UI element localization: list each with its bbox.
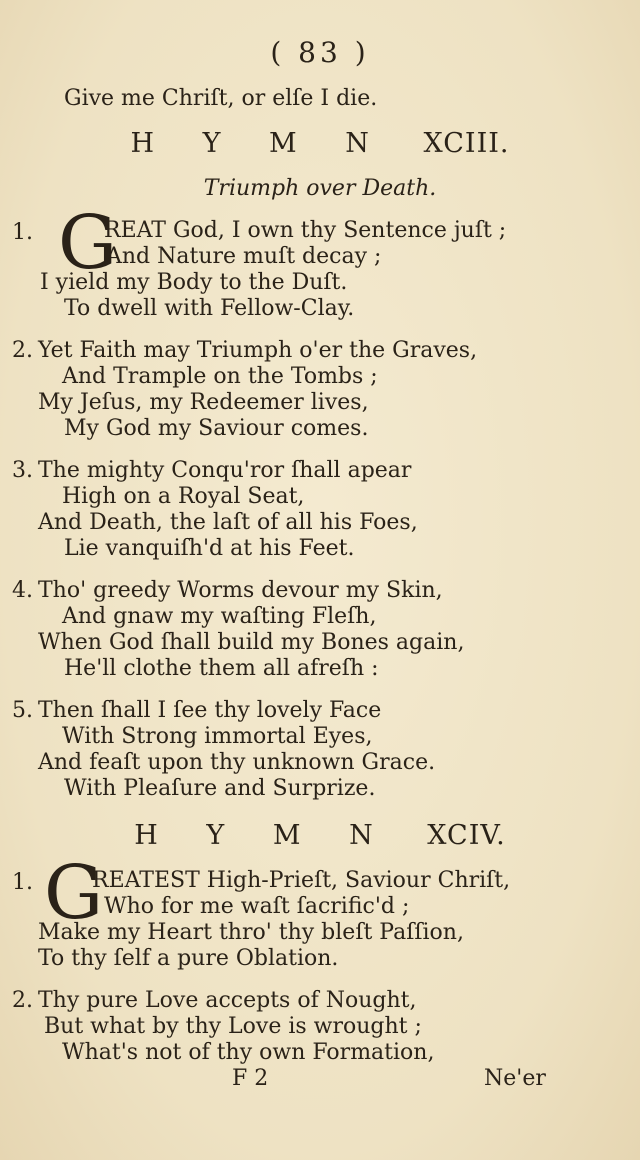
verse-line: But what by thy Love is wrought ; [44, 1014, 422, 1039]
stanza-number: 1. [12, 870, 33, 895]
verse-line: And Nature muſt decay ; [106, 244, 382, 269]
title-letter: Y [202, 128, 222, 159]
verse-line: REAT God, I own thy Sentence juſt ; [104, 218, 507, 243]
stanza-line [12, 990, 416, 1012]
hymn-94-title [0, 820, 640, 851]
stanza-line [12, 460, 411, 482]
verse-line: Tho' greedy Worms devour my Skin, [38, 578, 443, 603]
verse-line: High on a Royal Seat, [62, 484, 305, 509]
verse-line: REATEST High-Prieſt, Saviour Chriſt, [92, 868, 511, 893]
title-letter: N [349, 820, 374, 851]
title-letter: M [272, 820, 302, 851]
verse-line: My Jeſus, my Redeemer lives, [38, 390, 369, 415]
stanza-number: 4. [12, 578, 33, 603]
title-letter: H [134, 820, 159, 851]
catchword: Ne'er [484, 1066, 546, 1091]
title-numeral: XCIV. [427, 820, 506, 851]
verse-line: And gnaw my waſting Fleſh, [62, 604, 377, 629]
stanza-number: 3. [12, 458, 33, 483]
hymn-93-title [0, 128, 640, 159]
verse-line: To dwell with Fellow-Clay. [64, 296, 355, 321]
drop-cap: G [58, 200, 118, 286]
verse-line: Then ſhall I ſee thy lovely Face [38, 698, 382, 723]
verse-line: My God my Saviour comes. [64, 416, 369, 441]
verse-line: Thy pure Love accepts of Nought, [38, 988, 417, 1013]
verse-line: To thy ſelf a pure Oblation. [38, 946, 339, 971]
verse-line: What's not of thy own Formation, [62, 1040, 435, 1065]
title-letter: H [130, 128, 156, 159]
verse-line: Make my Heart thro' thy bleſt Paſſion, [38, 920, 464, 945]
page-number: ( 83 ) [270, 36, 370, 69]
title-letter: N [345, 128, 370, 159]
stanza-number: 5. [12, 698, 33, 723]
verse-line: And feaſt upon thy unknown Grace. [38, 750, 436, 775]
verse-line: And Death, the laſt of all his Foes, [38, 510, 418, 535]
intro-line: Give me Chriſt, or elſe I die. [64, 86, 378, 111]
stanza-number: 2. [12, 338, 33, 363]
verse-line: I yield my Body to the Duſt. [40, 270, 348, 295]
verse-line: And Trample on the Tombs ; [62, 364, 378, 389]
title-numeral: XCIII. [423, 128, 510, 159]
stanza-line [12, 700, 381, 722]
drop-cap: G [44, 850, 104, 936]
stanza-number: 2. [12, 988, 33, 1013]
verse-line: When God ſhall build my Bones again, [38, 630, 465, 655]
title-letter: Y [206, 820, 226, 851]
stanza-line [12, 580, 443, 602]
stanza-number: 1. [12, 220, 33, 245]
verse-line: With Strong immortal Eyes, [62, 724, 373, 749]
verse-line: Who for me waſt ſacrific'd ; [104, 894, 410, 919]
hymn-93-subtitle: Triumph over Death. [203, 176, 437, 201]
verse-line: With Pleaſure and Surprize. [64, 776, 376, 801]
verse-line: Yet Faith may Triumph o'er the Graves, [38, 338, 478, 363]
signature-mark: F 2 [232, 1066, 269, 1091]
verse-line: Lie vanquiſh'd at his Feet. [64, 536, 355, 561]
verse-line: The mighty Conqu'ror ſhall apear [38, 458, 412, 483]
verse-line: He'll clothe them all afreſh : [64, 656, 379, 681]
title-letter: M [269, 128, 298, 159]
stanza-line [12, 340, 477, 362]
